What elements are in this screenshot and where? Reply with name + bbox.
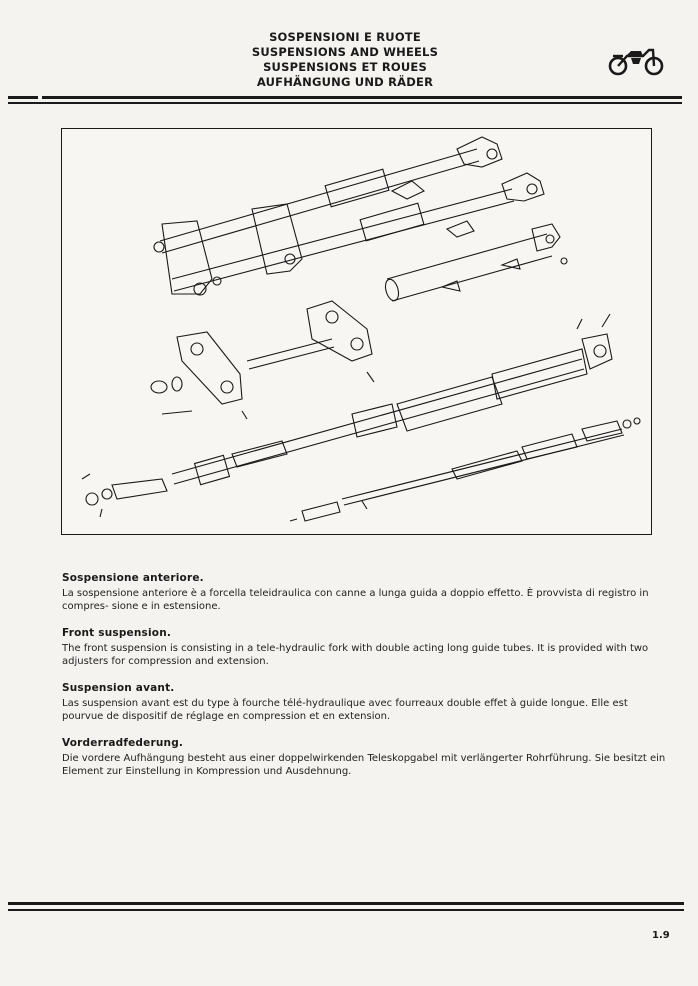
motorcycle-icon [605,44,667,76]
fork-slider-drawing [383,224,567,302]
damper-rod-drawing [290,418,640,521]
exploded-fork-diagram [61,128,652,535]
header-title-french: SUSPENSIONS ET ROUES [263,60,427,74]
section-body: La sospensione anteriore è a forcella teleidraulica con canne a lunga guida a doppio effetto. È provvista di registro in compres- sione e in estensione. [62,588,649,612]
section-body: Die vordere Aufhängung besteht aus einer doppelwirkenden Teleskopgabel mit verlängerter Rohrführung. Sie besitzt ein Element zur Einstellung in Kompression und Ausdehnung. [62,753,666,777]
assembled-fork-drawing [154,137,544,295]
section-title: Suspension avant. [62,682,175,694]
footer-divider [8,902,684,916]
section-body: Las suspension avant est du type à fourche télé-hydraulique avec fourreaux double effet à guide longue. Elle est pourvue de dispositif de réglage en compression et en extension. [62,698,628,722]
section-title: Sospensione anteriore. [62,572,204,584]
section-title: Front suspension. [62,627,172,639]
header-title-english: SUSPENSIONS AND WHEELS [251,45,439,59]
header-title-italian: SOSPENSIONI E RUOTE [269,30,421,44]
section-english [62,627,672,668]
fork-tube-exploded-drawing [82,314,612,517]
triple-clamp-drawing [151,301,374,419]
section-german [62,737,672,778]
header-title-german: AUFHÄNGUNG UND RÄDER [256,75,434,89]
header-divider [8,96,682,104]
section-french [62,682,672,723]
section-body: The front suspension is consisting in a tele-hydraulic fork with double acting long guide tubes. It is provided with two adjusters for compression and extension. [62,643,649,667]
section-italian [62,572,672,613]
page-header [190,30,500,90]
section-title: Vorderradfederung. [62,737,184,749]
page-number: 1.9 [652,930,670,941]
